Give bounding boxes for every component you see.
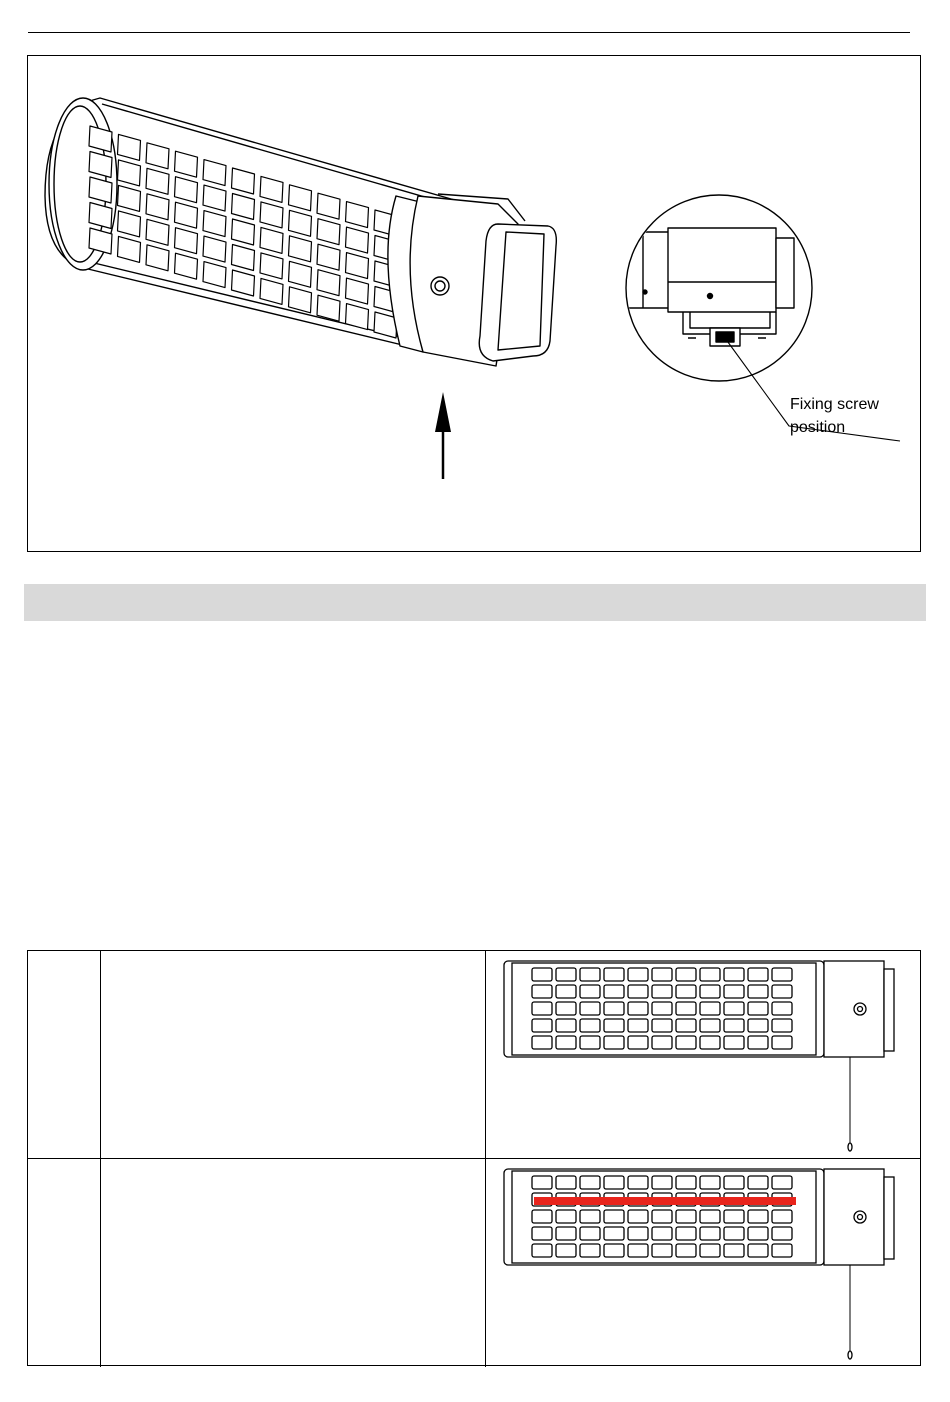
grille-cell: [556, 1244, 576, 1257]
grille-cell: [532, 1210, 552, 1223]
row-number-cell: [28, 1159, 101, 1367]
grille-cell: [676, 1019, 696, 1032]
grille-cell: [724, 1227, 744, 1240]
control-knob-icon: [854, 1211, 866, 1223]
grille-cell: [724, 985, 744, 998]
grille-cell: [772, 1036, 792, 1049]
grille-cell: [676, 1210, 696, 1223]
heating-lamp-glow: [534, 1197, 796, 1205]
grille-cell: [724, 1244, 744, 1257]
grille-cell: [580, 1002, 600, 1015]
grille-cell: [700, 1002, 720, 1015]
grille-cell: [772, 1227, 792, 1240]
grille-cell: [532, 1019, 552, 1032]
grille-cell: [676, 1244, 696, 1257]
grille-cell: [772, 1210, 792, 1223]
grille-cell: [748, 968, 768, 981]
grille-cell: [604, 985, 624, 998]
grille-cell: [724, 1019, 744, 1032]
grille-cell: [676, 1176, 696, 1189]
grille-cell: [604, 1227, 624, 1240]
grille-cell: [604, 1036, 624, 1049]
heater-on-illustration: [486, 1159, 920, 1367]
grille-cell: [556, 1176, 576, 1189]
grille-cell: [772, 1244, 792, 1257]
grille-cell: [772, 985, 792, 998]
grille-cell: [628, 1019, 648, 1032]
row-number-cell: [28, 951, 101, 1159]
grille-cell: [556, 1019, 576, 1032]
grille-cell: [724, 1036, 744, 1049]
end-plate: [884, 969, 894, 1051]
grille-cell: [604, 968, 624, 981]
grille-cell: [580, 1244, 600, 1257]
grille-cell: [604, 1002, 624, 1015]
grille-cell: [652, 985, 672, 998]
callout-line-1: Fixing screw: [790, 396, 879, 413]
grille-cell: [556, 1036, 576, 1049]
grille-cell: [700, 1036, 720, 1049]
grille-cell: [700, 1019, 720, 1032]
grille-cell: [532, 1244, 552, 1257]
grille-cell: [556, 1210, 576, 1223]
grille-cell: [652, 1244, 672, 1257]
grille-cell: [772, 1019, 792, 1032]
grille-cell: [580, 1227, 600, 1240]
grille-cell: [748, 1227, 768, 1240]
table-row: [28, 951, 920, 1159]
grille-cell: [652, 1210, 672, 1223]
header-rule: [28, 32, 910, 33]
grille-cell: [724, 968, 744, 981]
grille-cell: [628, 968, 648, 981]
control-knob-icon: [854, 1003, 866, 1015]
grille-cell: [628, 1244, 648, 1257]
grille-cell: [532, 985, 552, 998]
grille-cell: [652, 1002, 672, 1015]
row-illustration-cell: [486, 1159, 920, 1367]
grille-cell: [772, 968, 792, 981]
grille-cell: [724, 1176, 744, 1189]
grille-cell: [604, 1244, 624, 1257]
grille-cell: [628, 985, 648, 998]
grille-cell: [772, 1176, 792, 1189]
row-illustration-cell: [486, 951, 920, 1159]
grille-cell: [604, 1210, 624, 1223]
heater-perspective-drawing: [28, 56, 922, 553]
grille-cell: [580, 1019, 600, 1032]
grille-cell: [532, 1036, 552, 1049]
grille-cell: [700, 1210, 720, 1223]
fixing-screw-callout: [790, 393, 879, 439]
grille-cell: [700, 1176, 720, 1189]
grille-cell: [748, 1036, 768, 1049]
heater-off-illustration: [486, 951, 920, 1159]
grille-cell: [580, 1036, 600, 1049]
grille-cell: [700, 968, 720, 981]
grille-cell: [580, 1210, 600, 1223]
row-description-cell: [101, 951, 486, 1159]
grille-cell: [652, 1176, 672, 1189]
grille-cell: [532, 968, 552, 981]
grille-cell: [532, 1176, 552, 1189]
row-description-cell: [101, 1159, 486, 1367]
grille-cell: [700, 985, 720, 998]
table-row: [28, 1158, 920, 1367]
mounting-figure: [27, 55, 921, 552]
grille-cell: [700, 1227, 720, 1240]
end-plate: [884, 1177, 894, 1259]
grille-cell: [652, 968, 672, 981]
grille-cell: [724, 1210, 744, 1223]
grille-cell: [532, 1227, 552, 1240]
grille-cell: [700, 1244, 720, 1257]
grille-cell: [628, 1176, 648, 1189]
pull-cord-handle: [848, 1143, 852, 1151]
grille-cell: [628, 1210, 648, 1223]
grille-cell: [604, 1019, 624, 1032]
grille-cell: [580, 968, 600, 981]
grille-cell: [628, 1002, 648, 1015]
pull-cord-handle: [848, 1351, 852, 1359]
grille-cell: [676, 968, 696, 981]
grille-cell: [748, 1002, 768, 1015]
grille-cell: [652, 1019, 672, 1032]
grille-cell: [556, 968, 576, 981]
grille-cell: [604, 1176, 624, 1189]
grille-cell: [628, 1227, 648, 1240]
grille-cell: [676, 1002, 696, 1015]
grille-cell: [676, 1036, 696, 1049]
callout-line-2: position: [790, 419, 846, 436]
grille-cell: [556, 1002, 576, 1015]
grille-cell: [532, 1002, 552, 1015]
grille-cell: [652, 1036, 672, 1049]
grille-cell: [676, 985, 696, 998]
grille-cell: [748, 985, 768, 998]
grille-cell: [580, 1176, 600, 1189]
grille-cell: [748, 1210, 768, 1223]
grille-cell: [676, 1227, 696, 1240]
grille-cell: [748, 1244, 768, 1257]
grille-cell: [580, 985, 600, 998]
section-heading-bar: [24, 584, 926, 621]
grille-cell: [724, 1002, 744, 1015]
grille-cell: [652, 1227, 672, 1240]
grille-cell: [556, 1227, 576, 1240]
operation-state-table: [27, 950, 921, 1366]
grille-cell: [748, 1176, 768, 1189]
grille-cell: [628, 1036, 648, 1049]
grille-cell: [772, 1002, 792, 1015]
grille-cell: [748, 1019, 768, 1032]
grille-cell: [556, 985, 576, 998]
